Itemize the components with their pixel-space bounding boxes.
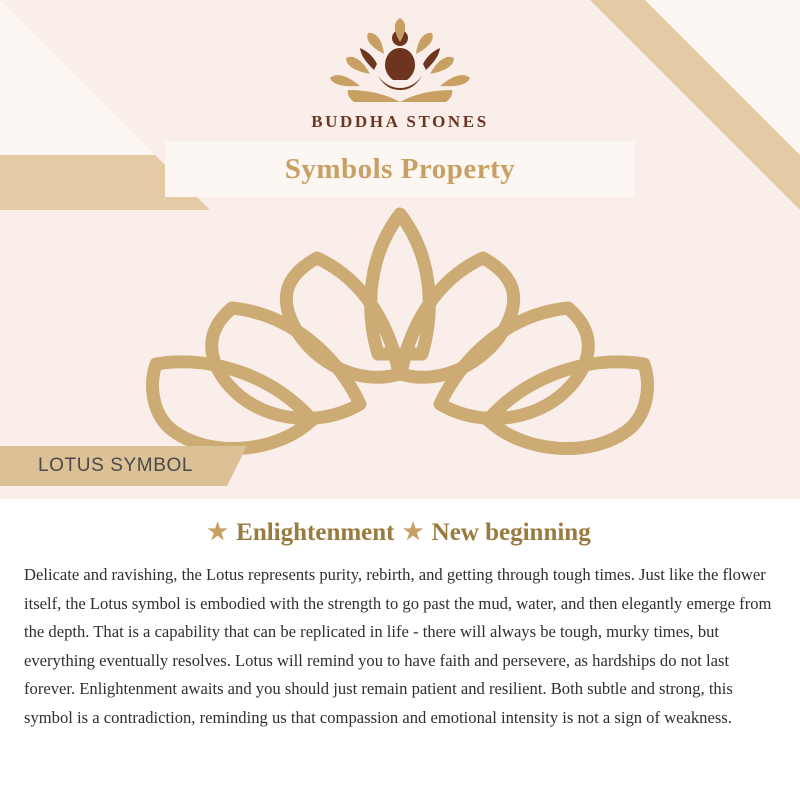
title-banner <box>165 141 635 197</box>
description-panel <box>0 499 800 800</box>
headline <box>0 519 800 547</box>
description-paragraph: Delicate and ravishing, the Lotus represents purity, rebirth, and getting through tough times. Just like the flower itself, the Lotus symbol is embodied with the strength to go past the mud, water, and then elegantly emerge from the depth. That is a capability that can be replicated in life - there will always be tough, murky times, but everything eventually resolves. Lotus will remind you to have faith and persevere, as hardships do not last forever. Enlightenment awaits and you should just remain patient and resilient. Both subtle and strong, this symbol is a contradiction, reminding us that compassion and emotional intensity is not a sign of weakness. <box>24 565 772 727</box>
brand-name: BUDDHA STONES <box>311 112 489 131</box>
lotus-meditation-logo-icon <box>310 18 490 110</box>
page-title: Symbols Property <box>284 152 516 185</box>
brand-header <box>0 18 800 132</box>
headline-keyword-one: Enlightenment <box>236 519 395 546</box>
lotus-symbol-tag <box>0 446 227 486</box>
lotus-symbol-tag-label: LOTUS SYMBOL <box>38 455 194 476</box>
star-icon-left: ★ <box>207 519 228 544</box>
headline-keyword-two: New beginning <box>431 519 591 546</box>
lotus-flower-illustration-icon <box>140 196 660 486</box>
star-icon-middle: ★ <box>402 519 424 544</box>
